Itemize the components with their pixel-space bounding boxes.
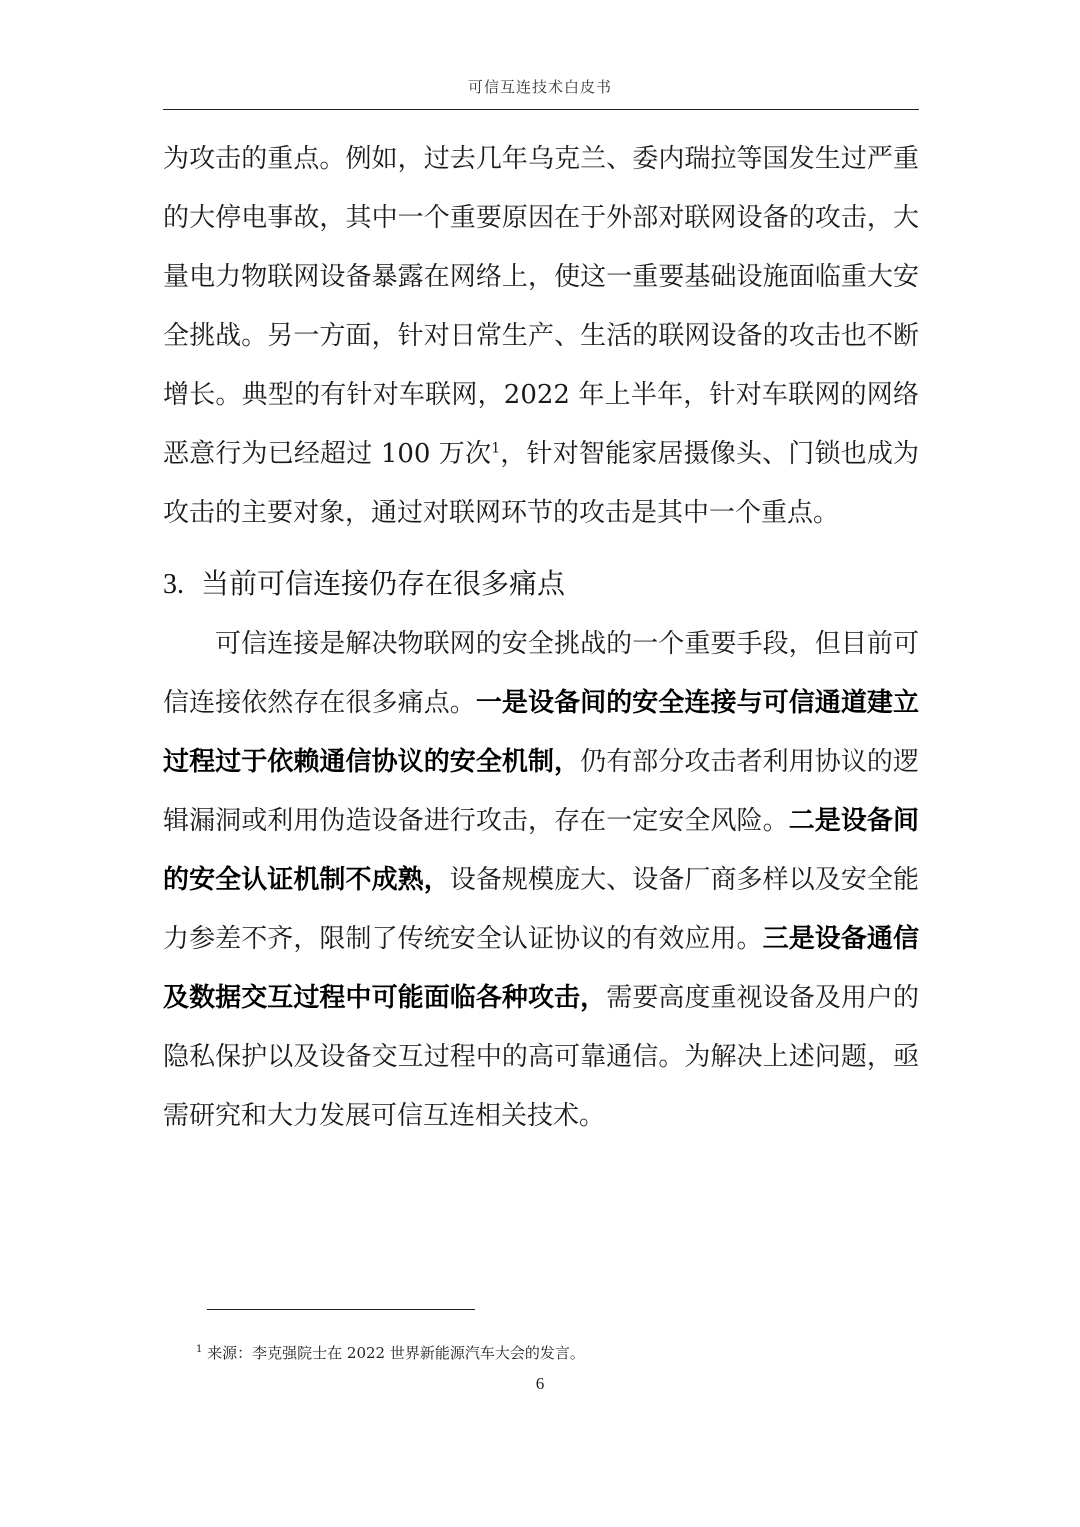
footnote bbox=[196, 1343, 916, 1363]
paragraph-text: 设备规模庞大、设备厂商多样以及安全能力参差不齐，限制了传统安全认证协议的有效应用。 bbox=[163, 865, 919, 954]
paragraph-text: 需要高度重视设备及用户的隐私保护以及设备交互过程中的高可靠通信。为解决上述问题，亟需研究和大力发展可信互连相关技术。 bbox=[163, 983, 919, 1131]
section-title: 当前可信连接仍存在很多痛点 bbox=[201, 567, 566, 600]
footnote-text: 来源：李克强院士在 2022 世界新能源汽车大会的发言。 bbox=[207, 1344, 585, 1362]
paragraph-text: 为攻击的重点。例如，过去几年乌克兰、委内瑞拉等国发生过严重的大停电事故，其中一个重要原因在于外部对联网设备的攻击，大量电力物联网设备暴露在网络上，使这一重要基础设施面临重大安全挑战。另一方面，针对日常生产、生活的联网设备的攻击也不断增长。典型的有针对车联网，2022 年上半年，针对车联网的网络恶意行为已经超过 100 万次 bbox=[163, 144, 919, 469]
paragraph-pain-points bbox=[163, 615, 919, 1146]
header-divider bbox=[163, 109, 919, 110]
section-heading bbox=[163, 556, 919, 613]
footnote-marker: 1 bbox=[196, 1344, 203, 1355]
bold-point-three: 三是设备通信及数据交互过程中可能面临各种攻击， bbox=[163, 924, 919, 1013]
paragraph-text: 仍有部分攻击者利用协议的逻辑漏洞或利用伪造设备进行攻击，存在一定安全风险。 bbox=[163, 747, 919, 836]
paragraph-attacks bbox=[163, 130, 919, 543]
footnote-divider bbox=[207, 1309, 475, 1310]
paragraph-text: 可信连接是解决物联网的安全挑战的一个重要手段，但目前可信连接依然存在很多痛点。 bbox=[163, 629, 919, 718]
section-number: 3. bbox=[163, 569, 184, 600]
paragraph-text: ，针对智能家居摄像头、门锁也成为攻击的主要对象，通过对联网环节的攻击是其中一个重点。 bbox=[163, 439, 919, 528]
footnote-reference[interactable]: 1 bbox=[491, 440, 501, 457]
page-number: 6 bbox=[535, 1374, 545, 1393]
bold-point-one: 一是设备间的安全连接与可信通道建立过程过于依赖通信协议的安全机制， bbox=[163, 688, 919, 777]
bold-point-two: 二是设备间的安全认证机制不成熟， bbox=[163, 806, 919, 895]
page-header-title: 可信互连技术白皮书 bbox=[467, 78, 612, 96]
